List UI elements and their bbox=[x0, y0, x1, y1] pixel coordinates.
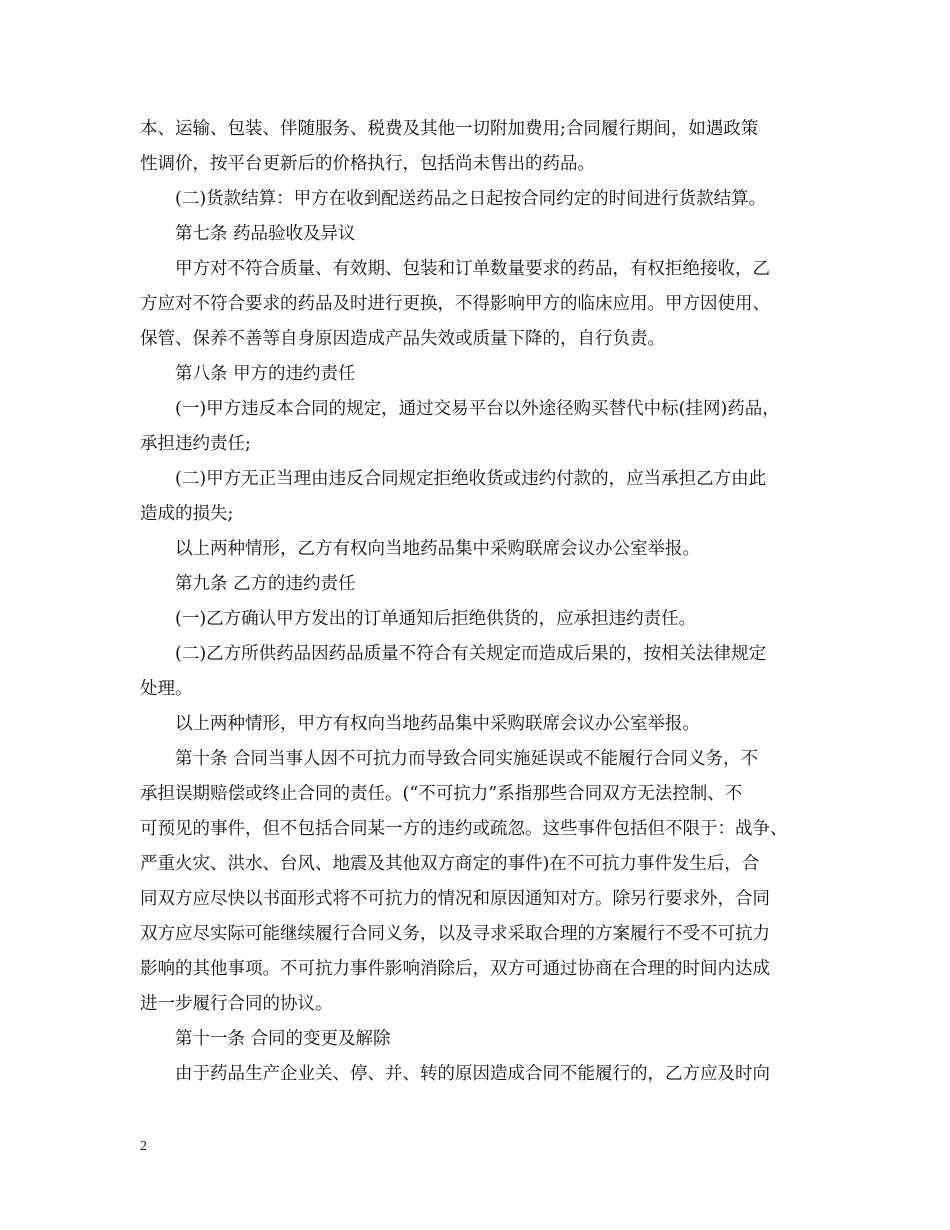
body-line: 承担误期赔偿或终止合同的责任。(“不可抗力”系指那些合同双方无法控制、不 bbox=[140, 784, 743, 804]
section-heading: 第九条 乙方的违约责任 bbox=[175, 574, 356, 594]
body-line: (二)乙方所供药品因药品质量不符合有关规定而造成后果的，按相关法律规定 bbox=[175, 644, 767, 664]
body-line: 进一步履行合同的协议。 bbox=[140, 994, 333, 1014]
body-line: 由于药品生产企业关、停、并、转的原因造成合同不能履行的，乙方应及时向 bbox=[175, 1064, 770, 1084]
section-heading: 第八条 甲方的违约责任 bbox=[175, 364, 356, 384]
body-line: 双方应尽实际可能继续履行合同义务，以及寻求采取合理的方案履行不受不可抗力 bbox=[140, 924, 770, 944]
body-line: 性调价，按平台更新后的价格执行，包括尚未售出的药品。 bbox=[140, 154, 595, 174]
section-heading: 第十条 合同当事人因不可抗力而导致合同实施延误或不能履行合同义务，不 bbox=[175, 749, 759, 769]
section-heading: 第十一条 合同的变更及解除 bbox=[175, 1029, 391, 1049]
body-line: (二)货款结算：甲方在收到配送药品之日起按合同约定的时间进行货款结算。 bbox=[175, 189, 767, 209]
body-line: (二)甲方无正当理由违反合同规定拒绝收货或违约付款的，应当承担乙方由此 bbox=[175, 469, 767, 489]
body-line: 甲方对不符合质量、有效期、包装和订单数量要求的药品，有权拒绝接收，乙 bbox=[175, 259, 770, 279]
body-line: 本、运输、包装、伴随服务、税费及其他一切附加费用;合同履行期间，如遇政策 bbox=[140, 119, 759, 139]
section-heading: 第七条 药品验收及异议 bbox=[175, 224, 356, 244]
body-line: (一)乙方确认甲方发出的订单通知后拒绝供货的，应承担违约责任。 bbox=[175, 609, 697, 629]
body-line: 保管、保养不善等自身原因造成产品失效或质量下降的，自行负责。 bbox=[140, 329, 665, 349]
body-line: 处理。 bbox=[140, 679, 193, 699]
page-number: 2 bbox=[140, 1139, 147, 1154]
body-line: 影响的其他事项。不可抗力事件影响消除后，双方可通过协商在合理的时间内达成 bbox=[140, 959, 770, 979]
body-line: 严重火灾、洪水、台风、地震及其他双方商定的事件)在不可抗力事件发生后，合 bbox=[140, 854, 760, 874]
body-line: 方应对不符合要求的药品及时进行更换，不得影响甲方的临床应用。甲方因使用、 bbox=[140, 294, 770, 314]
body-line: 以上两种情形，乙方有权向当地药品集中采购联席会议办公室举报。 bbox=[175, 539, 700, 559]
body-line: 造成的损失; bbox=[140, 504, 234, 524]
body-line: 同双方应尽快以书面形式将不可抗力的情况和原因通知对方。除另行要求外，合同 bbox=[140, 889, 770, 909]
body-line: (一)甲方违反本合同的规定，通过交易平台以外途径购买替代中标(挂网)药品， bbox=[175, 399, 780, 419]
body-line: 可预见的事件，但不包括合同某一方的违约或疏忽。这些事件包括但不限于：战争、 bbox=[140, 819, 788, 839]
body-line: 以上两种情形，甲方有权向当地药品集中采购联席会议办公室举报。 bbox=[175, 714, 700, 734]
body-line: 承担违约责任; bbox=[140, 434, 251, 454]
